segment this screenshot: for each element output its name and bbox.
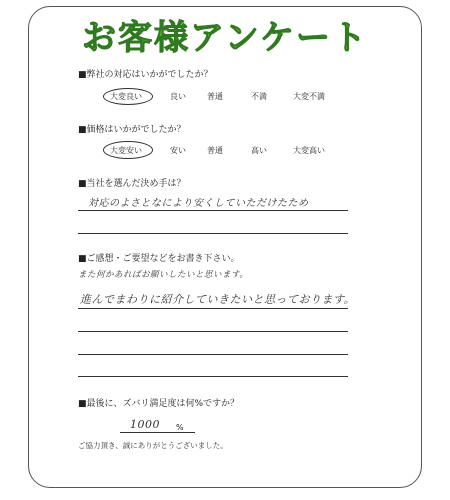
answer-line xyxy=(78,354,348,355)
page-title xyxy=(0,14,450,69)
question-satisfaction: ■最後に、ズバリ満足度は何%ですか？ xyxy=(78,399,240,409)
option-price-5[interactable]: 大変高い xyxy=(293,146,325,155)
option-price-1[interactable]: 大変安い xyxy=(110,146,142,155)
question-feedback: ■ご感想・ご要望などをお書き下さい。 xyxy=(78,254,240,264)
option-price-3[interactable]: 普通 xyxy=(207,146,223,155)
percent-unit: % xyxy=(176,423,184,432)
handwritten-answer: 1000 xyxy=(130,418,160,431)
question-price: ■価格はいかがでしたか？ xyxy=(78,125,186,135)
handwritten-answer: 対応のよさとなにより安くしていただけたため xyxy=(88,198,309,209)
title-text: お客様アンケート xyxy=(82,18,368,58)
option-service-2[interactable]: 良い xyxy=(170,92,186,101)
option-service-3[interactable]: 普通 xyxy=(207,92,223,101)
answer-line xyxy=(78,308,348,309)
option-service-5[interactable]: 大変不満 xyxy=(293,92,325,101)
answer-line xyxy=(78,233,348,234)
option-price-2[interactable]: 安い xyxy=(170,146,186,155)
handwritten-answer: また何かあればお願いしたいと思います。 xyxy=(78,270,249,280)
answer-line xyxy=(78,210,348,211)
question-service: ■弊社の対応はいかがでしたか？ xyxy=(78,70,213,80)
answer-line xyxy=(120,432,195,433)
thank-you-note: ご協力頂き、誠にありがとうございました。 xyxy=(78,441,228,450)
handwritten-answer: 進んでまわりに紹介していきたいと思っております。 xyxy=(80,293,356,306)
answer-line xyxy=(78,376,348,377)
answer-line xyxy=(78,331,348,332)
option-service-4[interactable]: 不満 xyxy=(251,92,267,101)
option-service-1[interactable]: 大変良い xyxy=(110,92,142,101)
title-graphic xyxy=(0,14,450,58)
question-reason: ■当社を選んだ決め手は？ xyxy=(78,179,186,189)
option-price-4[interactable]: 高い xyxy=(251,146,267,155)
